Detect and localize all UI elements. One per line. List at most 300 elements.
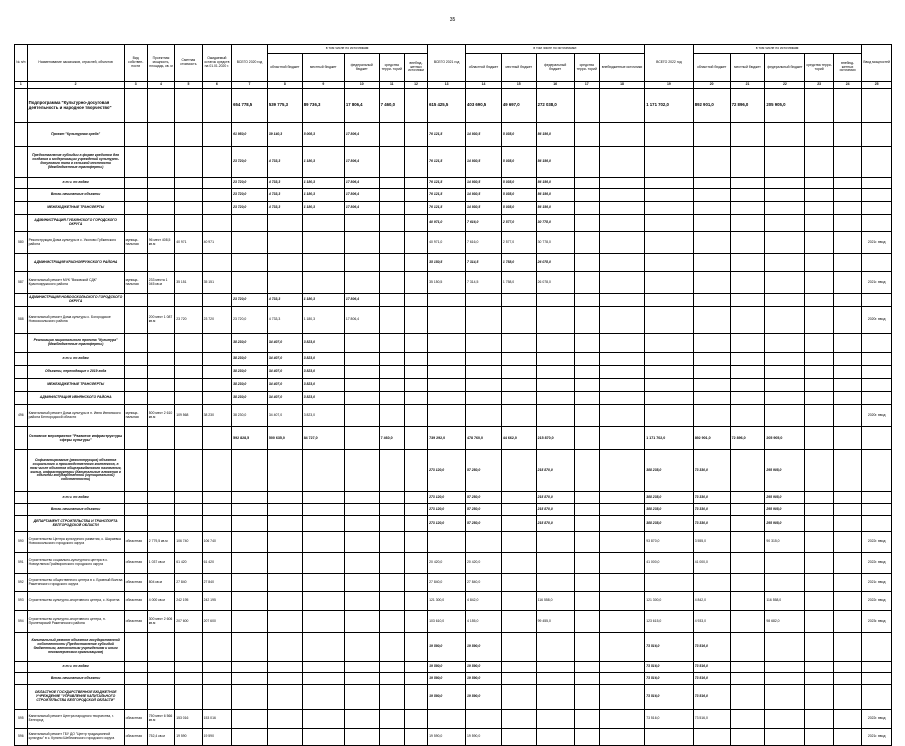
row-cell	[693, 254, 730, 272]
row-cell: 19 590,0	[428, 673, 466, 685]
row-cell	[599, 450, 644, 492]
row-cell	[428, 307, 466, 334]
row-cell	[805, 366, 833, 379]
row-cell	[833, 294, 861, 307]
row-cell	[805, 334, 833, 353]
row-cell: 73 516,0	[645, 685, 693, 710]
row-number: 595	[15, 710, 28, 729]
row-cell	[833, 232, 861, 254]
row-cell	[693, 123, 730, 147]
row-cell	[404, 202, 427, 215]
row-name: Предоставление субсидии в форме кредитов для создания и модернизации учреждений культурно-досугового типа в сельской местности (Межбюджетные трансферты)	[27, 147, 124, 178]
row-cell	[202, 427, 232, 450]
row-cell	[730, 633, 765, 662]
row-cell	[202, 178, 232, 189]
row-cell	[501, 307, 536, 334]
row-cell	[574, 178, 599, 189]
row-cell: 804 кв.м	[147, 574, 174, 592]
row-cell: 19 590,0	[428, 685, 466, 710]
row-cell	[202, 516, 232, 532]
row-cell	[599, 633, 644, 662]
row-cell	[599, 294, 644, 307]
row-cell	[124, 685, 147, 710]
row-cell	[124, 307, 147, 334]
row-number	[15, 492, 28, 504]
column-number: 7	[232, 82, 268, 89]
row-cell	[379, 189, 404, 202]
row-cell	[599, 392, 644, 405]
row-cell	[730, 272, 765, 294]
row-number	[15, 366, 28, 379]
row-cell	[344, 532, 379, 553]
row-cell	[833, 673, 861, 685]
row-cell	[862, 392, 892, 405]
column-number: 1	[15, 82, 28, 89]
row-cell	[765, 353, 805, 366]
row-cell	[344, 516, 379, 532]
row-cell	[805, 504, 833, 516]
row-cell	[404, 334, 427, 353]
row-cell: 56 156,0	[536, 178, 574, 189]
row-cell	[428, 405, 466, 427]
row-cell: 73 516,0	[645, 633, 693, 662]
row-cell	[765, 729, 805, 746]
row-cell: 17 806,4	[344, 147, 379, 178]
row-cell: 17 806,4	[344, 189, 379, 202]
row-cell	[302, 532, 344, 553]
row-cell	[232, 215, 268, 232]
row-cell: 4 733,3	[267, 189, 302, 202]
row-cell	[862, 427, 892, 450]
row-cell	[232, 633, 268, 662]
row-cell	[302, 574, 344, 592]
row-cell: 35 151	[202, 272, 232, 294]
row-cell	[833, 178, 861, 189]
row-cell: 654 778,5	[232, 89, 268, 123]
row-cell	[765, 379, 805, 392]
row-cell	[693, 574, 730, 592]
row-cell: 242 195	[175, 592, 202, 611]
row-name: Капитальный ремонт МУК "Вязовской СДК" Краснояружского района	[27, 272, 124, 294]
row-number	[15, 633, 28, 662]
row-cell: 19 590,0	[466, 673, 502, 685]
row-cell	[202, 662, 232, 673]
row-cell	[232, 516, 268, 532]
row-cell: 750 мест 6 566 кв.м	[147, 710, 174, 729]
row-cell	[379, 553, 404, 574]
row-cell	[267, 272, 302, 294]
row-cell: 106 740	[175, 532, 202, 553]
row-cell	[404, 553, 427, 574]
col-federal-2020: федеральный бюджет	[344, 54, 379, 82]
row-cell	[404, 611, 427, 633]
row-cell: 1 171 702,0	[645, 427, 693, 450]
row-number: 594	[15, 611, 28, 633]
table-row	[15, 366, 892, 379]
row-cell	[574, 516, 599, 532]
row-name: АДМИНИСТРАЦИЯ КРАСНОЯРУЖСКОГО РАЙОНА	[27, 254, 124, 272]
row-cell: областная	[124, 611, 147, 633]
row-cell	[232, 574, 268, 592]
row-cell	[501, 516, 536, 532]
col-territory-2020: средства терри- торий	[379, 54, 404, 82]
row-cell	[765, 673, 805, 685]
col-offbudget-2020: внебюд- жетных источники	[404, 54, 427, 82]
row-cell	[202, 450, 232, 492]
row-cell	[574, 254, 599, 272]
row-cell: 5 035,0	[501, 178, 536, 189]
row-cell: 403 690,5	[466, 89, 502, 123]
row-number	[15, 215, 28, 232]
row-number	[15, 450, 28, 492]
row-cell	[147, 334, 174, 353]
row-cell	[765, 553, 805, 574]
column-number: 10	[344, 82, 379, 89]
row-cell	[404, 392, 427, 405]
row-cell	[805, 492, 833, 504]
row-name: Подпрограмма "Культурно-досуговая деятельность и народное творчество"	[27, 89, 124, 123]
row-cell	[344, 633, 379, 662]
row-cell: муници- пальная	[124, 272, 147, 294]
row-cell: 14 930,5	[466, 178, 502, 189]
row-cell	[574, 662, 599, 673]
row-cell	[730, 123, 765, 147]
row-cell: 7 460,0	[379, 427, 404, 450]
col-name: Наименование заказчиков, отраслей, объектов	[27, 45, 124, 82]
row-cell	[267, 574, 302, 592]
column-number: 12	[404, 82, 427, 89]
row-name: АДМИНИСТРАЦИЯ ГУБКИНСКОГО ГОРОДСКОГО ОКРУГА	[27, 215, 124, 232]
row-cell: 207 600	[175, 611, 202, 633]
row-name: Капитальный ремонт Дома культуры с. Богородское Новооскольского района	[27, 307, 124, 334]
row-cell	[862, 215, 892, 232]
row-cell: 4 842,0	[466, 592, 502, 611]
row-cell	[466, 405, 502, 427]
row-cell	[730, 553, 765, 574]
row-cell	[379, 334, 404, 353]
column-number: 8	[267, 82, 302, 89]
row-cell: 4 733,3	[267, 147, 302, 178]
row-cell	[833, 405, 861, 427]
row-cell	[302, 553, 344, 574]
row-cell: 27 840,0	[466, 574, 502, 592]
row-cell	[599, 611, 644, 633]
row-cell: 57 250,0	[466, 516, 502, 532]
row-cell	[466, 307, 502, 334]
row-cell	[574, 710, 599, 729]
column-number: 11	[379, 82, 404, 89]
row-cell	[862, 89, 892, 123]
row-cell	[147, 202, 174, 215]
row-cell	[379, 178, 404, 189]
row-cell	[833, 662, 861, 673]
row-cell	[765, 189, 805, 202]
row-cell	[730, 504, 765, 516]
row-cell	[833, 532, 861, 553]
row-cell: 2021г. ввод	[862, 729, 892, 746]
row-cell	[202, 89, 232, 123]
row-cell	[344, 353, 379, 366]
row-cell	[267, 492, 302, 504]
row-cell: 56 156,0	[536, 202, 574, 215]
row-cell	[833, 379, 861, 392]
row-cell: 7 616,0	[466, 215, 502, 232]
row-cell: 478 760,0	[466, 427, 502, 450]
row-cell	[862, 178, 892, 189]
table-row	[15, 729, 892, 746]
row-cell	[379, 673, 404, 685]
row-cell	[645, 189, 693, 202]
row-cell	[124, 202, 147, 215]
row-number: 588	[15, 307, 28, 334]
row-cell	[599, 516, 644, 532]
row-cell: 3 823,0	[302, 379, 344, 392]
column-number: 17	[574, 82, 599, 89]
row-cell	[645, 366, 693, 379]
row-number	[15, 123, 28, 147]
row-cell	[805, 272, 833, 294]
row-cell	[536, 633, 574, 662]
row-cell	[574, 633, 599, 662]
row-cell	[501, 504, 536, 516]
row-cell	[765, 710, 805, 729]
row-cell	[344, 272, 379, 294]
row-cell	[862, 685, 892, 710]
row-cell	[536, 392, 574, 405]
row-cell	[536, 574, 574, 592]
row-cell	[730, 202, 765, 215]
table-row	[15, 353, 892, 366]
row-cell	[379, 272, 404, 294]
row-cell: 2022г. ввод	[862, 592, 892, 611]
row-cell	[404, 516, 427, 532]
row-cell: 73 516,0	[645, 710, 693, 729]
row-cell	[175, 685, 202, 710]
row-cell: 19 590,0	[428, 633, 466, 662]
row-cell	[344, 592, 379, 611]
row-cell	[805, 254, 833, 272]
row-cell	[267, 553, 302, 574]
row-cell	[302, 450, 344, 492]
row-cell	[693, 215, 730, 232]
row-number: 592	[15, 574, 28, 592]
row-cell	[175, 379, 202, 392]
row-name: Вновь начинаемые объекты	[27, 504, 124, 516]
row-cell	[428, 294, 466, 307]
row-cell	[404, 685, 427, 710]
row-cell	[730, 611, 765, 633]
row-cell	[124, 662, 147, 673]
row-cell: 4 733,3	[267, 178, 302, 189]
row-cell	[536, 307, 574, 334]
row-cell: 23 720,0	[232, 202, 268, 215]
row-cell	[536, 294, 574, 307]
row-cell: 4 933,0	[693, 611, 730, 633]
row-cell	[599, 685, 644, 710]
row-cell: 2020г. ввод	[862, 405, 892, 427]
row-number	[15, 89, 28, 123]
row-cell: 2022г. ввод	[862, 710, 892, 729]
row-cell	[175, 662, 202, 673]
row-cell	[124, 673, 147, 685]
row-cell: 84 727,0	[302, 427, 344, 450]
table-row	[15, 215, 892, 232]
row-cell	[599, 89, 644, 123]
row-cell	[730, 379, 765, 392]
row-cell	[599, 662, 644, 673]
row-cell	[805, 189, 833, 202]
row-cell	[574, 272, 599, 294]
row-cell	[379, 662, 404, 673]
row-cell	[501, 553, 536, 574]
row-cell: 3 823,0	[302, 405, 344, 427]
row-cell	[147, 215, 174, 232]
row-cell	[574, 123, 599, 147]
row-cell	[302, 504, 344, 516]
row-cell	[730, 592, 765, 611]
row-cell	[730, 294, 765, 307]
row-cell: 2021г. ввод	[862, 272, 892, 294]
row-cell: 121 300,0	[645, 592, 693, 611]
row-cell	[599, 178, 644, 189]
row-cell	[202, 334, 232, 353]
row-cell	[805, 450, 833, 492]
row-cell	[379, 202, 404, 215]
row-cell: 739 292,0	[428, 427, 466, 450]
table-row	[15, 334, 892, 353]
row-cell	[147, 366, 174, 379]
row-cell	[379, 123, 404, 147]
column-number: 3	[124, 82, 147, 89]
row-cell	[805, 379, 833, 392]
row-cell: 1 180,3	[302, 307, 344, 334]
row-cell: 34 407,0	[267, 392, 302, 405]
row-cell	[536, 685, 574, 710]
row-cell	[599, 574, 644, 592]
row-cell	[693, 272, 730, 294]
row-cell	[599, 272, 644, 294]
row-cell	[599, 147, 644, 178]
row-number: 593	[15, 592, 28, 611]
row-cell	[862, 353, 892, 366]
row-cell	[645, 232, 693, 254]
row-cell: 20 420,0	[466, 553, 502, 574]
row-cell: 96 мест 408,5 кв.м	[147, 232, 174, 254]
row-cell	[344, 574, 379, 592]
row-cell	[379, 710, 404, 729]
col-total-2021: ВСЕГО 2021 год	[428, 45, 466, 82]
row-cell: 61 420	[202, 553, 232, 574]
row-cell	[124, 379, 147, 392]
row-cell: 56 156,0	[536, 189, 574, 202]
row-cell: 89 736,3	[302, 89, 344, 123]
row-cell: 4 733,3	[267, 307, 302, 334]
row-cell	[599, 307, 644, 334]
row-cell: 14 930,5	[466, 189, 502, 202]
row-name: Вновь начинаемые объекты	[27, 189, 124, 202]
row-cell: 73 516,0	[693, 662, 730, 673]
row-cell	[645, 178, 693, 189]
row-cell	[501, 353, 536, 366]
row-name: МЕЖБЮДЖЕТНЫЕ ТРАНСФЕРТЫ	[27, 202, 124, 215]
row-cell	[202, 492, 232, 504]
col-total-2022: ВСЕГО 2022 год	[645, 45, 693, 82]
row-cell	[574, 685, 599, 710]
row-cell: 295 905,0	[765, 492, 805, 504]
row-cell	[344, 553, 379, 574]
row-cell: 5 035,0	[501, 147, 536, 178]
row-cell	[404, 574, 427, 592]
row-cell	[404, 673, 427, 685]
row-cell	[232, 504, 268, 516]
row-cell	[765, 272, 805, 294]
row-cell	[202, 123, 232, 147]
row-cell	[124, 123, 147, 147]
row-cell: 26 078,0	[536, 272, 574, 294]
row-cell	[344, 334, 379, 353]
row-cell	[267, 633, 302, 662]
row-cell	[833, 202, 861, 215]
row-cell	[175, 89, 202, 123]
row-cell: 73 516,0	[645, 662, 693, 673]
row-cell	[805, 178, 833, 189]
row-cell	[730, 189, 765, 202]
row-cell: 34 407,0	[267, 334, 302, 353]
row-cell	[574, 492, 599, 504]
col-territory-2021: средства терри- торий	[574, 54, 599, 82]
row-cell	[730, 147, 765, 178]
table-row	[15, 532, 892, 553]
row-cell	[599, 504, 644, 516]
table-row	[15, 189, 892, 202]
row-cell	[833, 685, 861, 710]
row-cell	[599, 366, 644, 379]
table-row	[15, 662, 892, 673]
row-cell	[466, 353, 502, 366]
row-cell	[765, 307, 805, 334]
row-cell	[124, 353, 147, 366]
row-cell	[147, 294, 174, 307]
row-cell: 73 330,0	[693, 450, 730, 492]
row-cell	[232, 662, 268, 673]
row-cell: 17 806,4	[344, 307, 379, 334]
row-cell	[501, 492, 536, 504]
row-cell	[645, 123, 693, 147]
row-cell: 273 120,0	[428, 504, 466, 516]
col-input: Ввод мощностей	[862, 45, 892, 82]
row-cell	[404, 272, 427, 294]
row-cell: 99 455,0	[536, 611, 574, 633]
row-number: 580	[15, 232, 28, 254]
row-cell	[574, 334, 599, 353]
row-cell	[574, 392, 599, 405]
row-cell	[379, 532, 404, 553]
row-cell	[466, 392, 502, 405]
col-cost: Сметная стоимость	[175, 45, 202, 82]
row-cell	[147, 189, 174, 202]
row-cell: 23 720,0	[232, 307, 268, 334]
row-cell	[267, 729, 302, 746]
row-cell	[267, 532, 302, 553]
row-cell	[175, 254, 202, 272]
row-cell	[404, 123, 427, 147]
row-cell	[862, 294, 892, 307]
row-cell: 207 600	[202, 611, 232, 633]
row-cell	[501, 729, 536, 746]
row-cell	[379, 633, 404, 662]
column-number: 9	[302, 82, 344, 89]
row-cell	[232, 232, 268, 254]
